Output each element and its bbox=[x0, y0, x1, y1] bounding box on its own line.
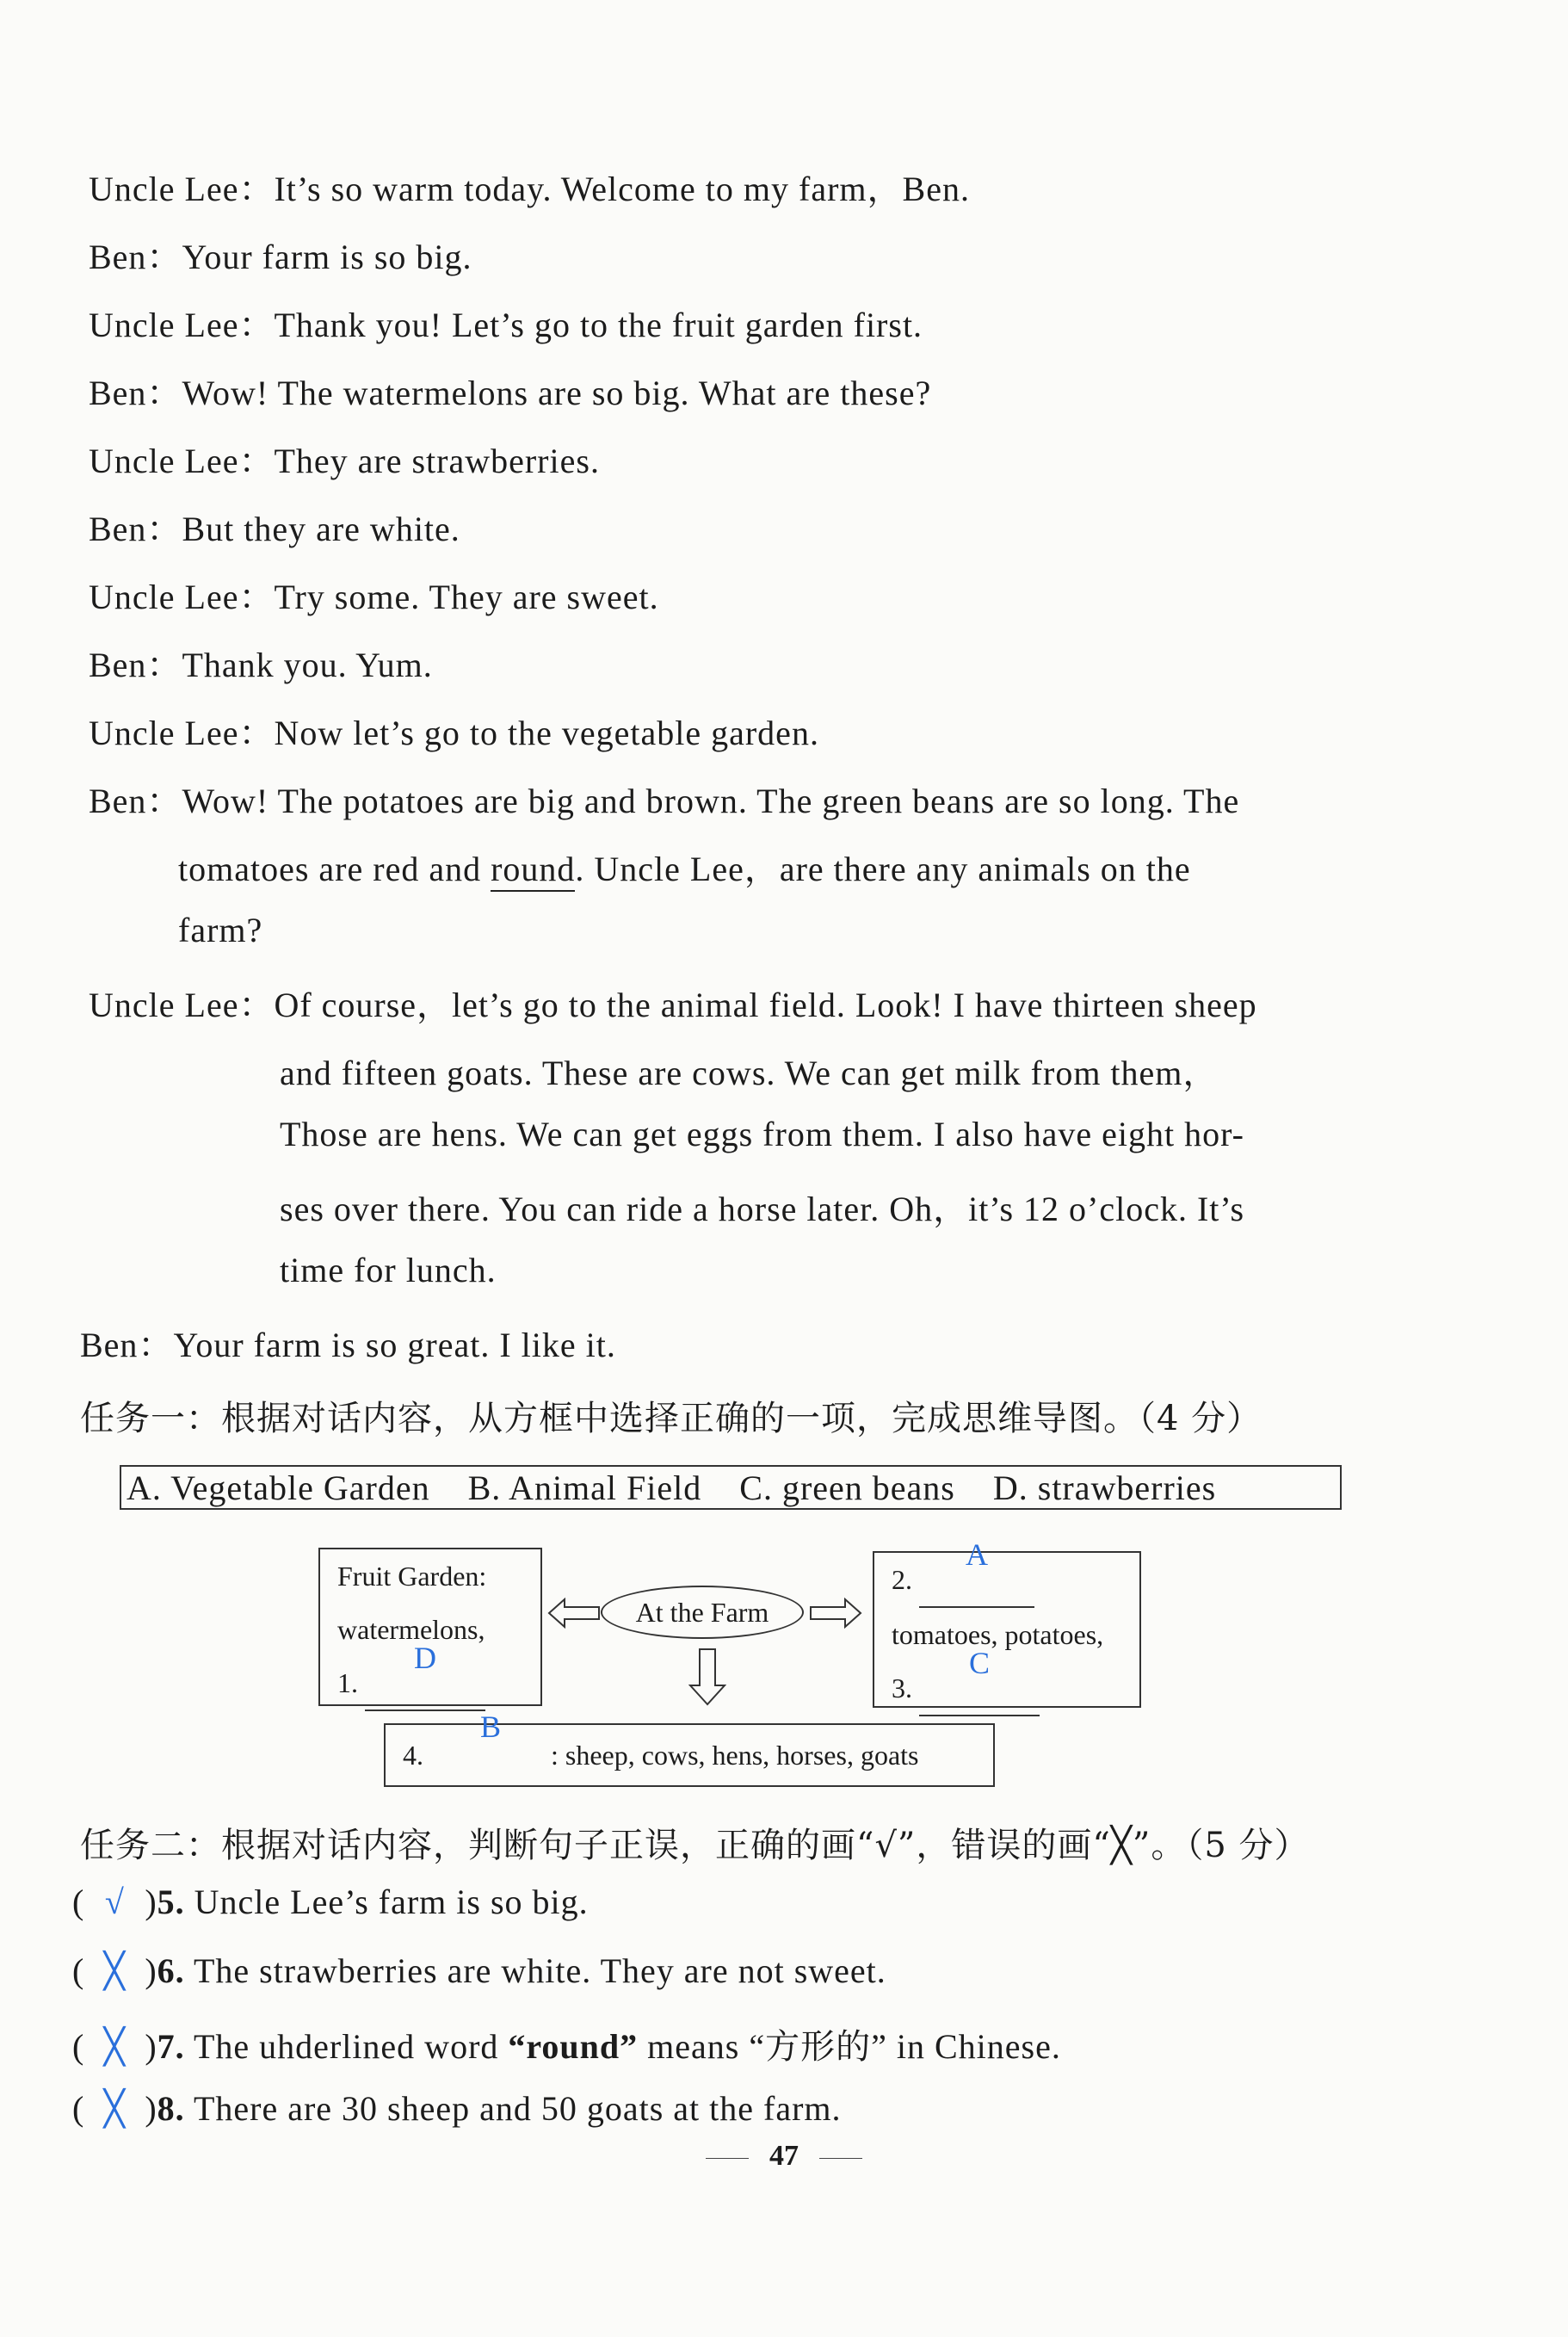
fruit-garden-box bbox=[318, 1548, 542, 1706]
speaker: Uncle Lee： bbox=[89, 442, 275, 480]
dialogue-line-11c bbox=[280, 1114, 1244, 1154]
vegetable-garden-box bbox=[873, 1537, 1141, 1708]
utterance: . Uncle Lee，are there any animals on the bbox=[575, 850, 1191, 888]
utterance: Thank you! Let’s go to the fruit garden first. bbox=[274, 306, 923, 344]
answer-3: C bbox=[968, 1646, 990, 1680]
dialogue-line-7 bbox=[89, 570, 659, 619]
dialogue-line-10b bbox=[178, 842, 1191, 891]
speaker: Uncle Lee： bbox=[89, 170, 275, 208]
utterance: Those are hens. We can get eggs from them. I also have eight hor- bbox=[280, 1115, 1244, 1153]
utterance: Now let’s go to the vegetable garden. bbox=[274, 714, 819, 752]
arrow-left-icon bbox=[547, 1598, 601, 1629]
page-number: 47 bbox=[0, 2140, 1568, 2173]
dialogue-line-10 bbox=[89, 774, 1239, 823]
cross-mark-icon: ╳ bbox=[103, 1951, 126, 1990]
judge-item-6: ( ╳ )6. The strawberries are white. They are not sweet. bbox=[72, 1951, 886, 1990]
center-topic: At the Farm bbox=[601, 1586, 804, 1639]
dialogue-line-12 bbox=[80, 1318, 616, 1367]
speaker: Uncle Lee： bbox=[89, 306, 275, 344]
judge-item-8: ( ╳ )8. There are 30 sheep and 50 goats at the farm. bbox=[72, 2089, 842, 2128]
blank-3: 3. C bbox=[892, 1661, 1139, 1716]
answer-1: D bbox=[414, 1641, 436, 1675]
animal-field-box: 4. B : sheep, cows, hens, horses, goats bbox=[384, 1723, 995, 1787]
utterance: They are strawberries. bbox=[274, 442, 600, 480]
cross-mark-icon: ╳ bbox=[103, 2027, 126, 2066]
task1-title: 任务一：根据对话内容，从方框中选择正确的一项，完成思维导图。（4 分） bbox=[80, 1399, 1262, 1438]
cross-mark-icon: ╳ bbox=[103, 2089, 126, 2128]
utterance: ses over there. You can ride a horse later. Oh，it’s 12 o’clock. It’s bbox=[280, 1190, 1245, 1228]
dialogue-line-2 bbox=[89, 230, 472, 279]
speaker: Ben： bbox=[89, 238, 182, 276]
animal-list: : sheep, cows, hens, horses, goats bbox=[551, 1740, 919, 1771]
dialogue-line-11d bbox=[280, 1182, 1244, 1231]
answer-4: B bbox=[479, 1709, 501, 1744]
utterance: Thank you. Yum. bbox=[182, 646, 433, 684]
dialogue-line-3 bbox=[89, 298, 923, 347]
utterance: Wow! The potatoes are big and brown. The green beans are so long. The bbox=[182, 782, 1240, 820]
dialogue-line-11 bbox=[89, 978, 1257, 1027]
dialogue-line-10c bbox=[178, 910, 262, 950]
utterance: tomatoes are red and bbox=[178, 850, 482, 888]
utterance: Your farm is so big. bbox=[182, 238, 472, 276]
arrow-right-icon bbox=[809, 1598, 862, 1629]
judge-item-5: ( √ )5. Uncle Lee’s farm is so big. bbox=[72, 1883, 589, 1921]
task2-title: 任务二：根据对话内容，判断句子正误，正确的画“√”，错误的画“╳”。（5 分） bbox=[80, 1826, 1310, 1865]
arrow-down-icon bbox=[688, 1648, 726, 1706]
dialogue-line-8 bbox=[89, 638, 433, 687]
utterance: It’s so warm today. Welcome to my farm，Ben. bbox=[274, 170, 970, 208]
speaker: Uncle Lee： bbox=[89, 714, 275, 752]
vegetable-items: tomatoes, potatoes, bbox=[892, 1619, 1104, 1650]
utterance: time for lunch. bbox=[280, 1251, 497, 1289]
blank-1: 1. D bbox=[337, 1656, 540, 1711]
speaker: Ben： bbox=[89, 646, 182, 684]
speaker: Ben： bbox=[89, 374, 182, 412]
utterance: Your farm is so great. I like it. bbox=[173, 1326, 616, 1364]
dialogue-line-4 bbox=[89, 366, 931, 415]
judge-item-7: ( ╳ )7. The uhderlined word “round” means “方形的” in Chinese. bbox=[72, 2027, 1061, 2066]
option-c: C. green beans bbox=[739, 1468, 955, 1507]
utterance: Wow! The watermelons are so big. What are these? bbox=[182, 374, 932, 412]
blank-2: 2. A bbox=[892, 1553, 1139, 1608]
options-box bbox=[120, 1465, 1342, 1510]
fruit-garden-item: watermelons, bbox=[337, 1614, 485, 1645]
speaker: Ben： bbox=[80, 1326, 174, 1364]
option-b: B. Animal Field bbox=[467, 1468, 702, 1507]
utterance: farm? bbox=[178, 911, 263, 949]
dialogue-line-9 bbox=[89, 706, 819, 755]
dialogue-line-5 bbox=[89, 434, 600, 483]
speaker: Uncle Lee： bbox=[89, 986, 275, 1024]
utterance: But they are white. bbox=[182, 510, 460, 548]
answer-2: A bbox=[966, 1537, 988, 1572]
check-mark-icon: √ bbox=[104, 1883, 125, 1921]
utterance: Of course，let’s go to the animal field. Look! I have thirteen sheep bbox=[274, 986, 1257, 1024]
utterance: and fifteen goats. These are cows. We can get milk from them， bbox=[280, 1054, 1219, 1092]
dialogue-line-11e bbox=[280, 1250, 497, 1290]
dialogue-line-1 bbox=[89, 162, 970, 211]
option-a: A. Vegetable Garden bbox=[127, 1468, 430, 1507]
utterance: Try some. They are sweet. bbox=[274, 578, 659, 616]
fruit-garden-label: Fruit Garden: bbox=[337, 1561, 487, 1592]
speaker: Ben： bbox=[89, 510, 182, 548]
speaker: Uncle Lee： bbox=[89, 578, 275, 616]
underlined-word: round bbox=[491, 850, 575, 892]
speaker: Ben： bbox=[89, 782, 182, 820]
option-d: D. strawberries bbox=[992, 1468, 1217, 1507]
dialogue-line-11b bbox=[280, 1046, 1218, 1095]
dialogue-line-6 bbox=[89, 502, 460, 551]
